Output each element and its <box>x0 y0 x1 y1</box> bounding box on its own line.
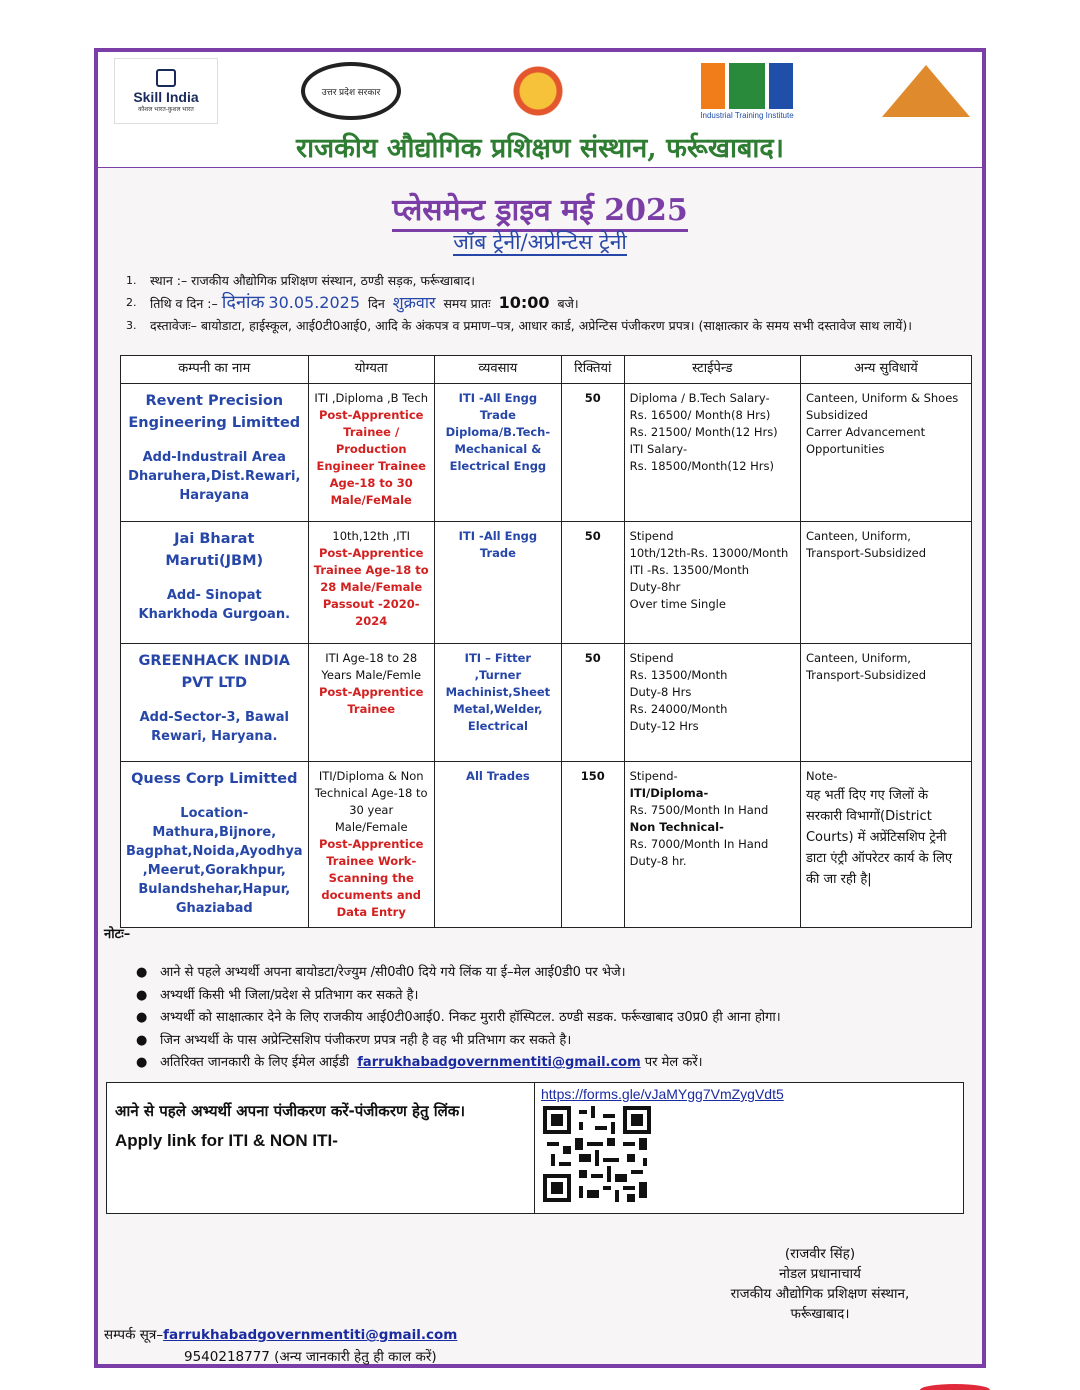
header-frame <box>94 48 986 170</box>
company-name: Jai Bharat Maruti(JBM) <box>165 531 264 569</box>
stipend-line: Rs. 7000/Month In Hand <box>629 837 769 851</box>
vacancies: 50 <box>584 651 601 665</box>
contact-label: सम्पर्क सूत्र– <box>104 1327 164 1343</box>
stipend-line: ITI Salary- <box>629 442 688 456</box>
apply-hindi: आने से पहले अभ्यर्थी अपना पंजीकरण करें-पंजीकरण हेतु लिंक। <box>115 1102 466 1120</box>
stipend-line: Stipend <box>629 651 674 665</box>
skill-india-icon <box>156 69 176 87</box>
stipend-line: Rs. 18500/Month(12 Hrs) <box>629 459 775 473</box>
stipend-line: Duty-12 Hrs <box>629 719 699 733</box>
table-row <box>121 384 972 522</box>
apply-form-link[interactable]: https://forms.gle/vJaMYgg7VmZygVdt5 <box>541 1086 784 1102</box>
company-name: Revent Precision Engineering Limitted <box>128 393 301 431</box>
qualification: ITI Age-18 to 28 Years Male/Femle <box>321 651 422 682</box>
up-emblem-logo <box>296 58 406 124</box>
col-trade: व्यवसाय <box>434 356 561 384</box>
signatory-city: फर्रूखाबाद। <box>790 1306 850 1322</box>
contact-line <box>104 1325 457 1343</box>
signature-block <box>700 1244 940 1324</box>
stipend-line: Rs. 16500/ Month(8 Hrs) <box>629 408 771 422</box>
email-link[interactable]: farrukhabadgovernmentiti@gmail.com <box>357 1055 641 1070</box>
kaushal-logo <box>488 58 588 124</box>
stipend-line: Stipend- <box>629 769 678 783</box>
detail-date: 2. तिथि व दिन :– दिनांक 30.05.2025 दिन शुक्रवार समय प्रातः 10:00 बजे। <box>126 292 579 313</box>
trade: All Trades <box>466 769 530 783</box>
qualification-detail: Post-Apprentice Trainee / Production Engineer Trainee Age-18 to 30 Male/FeMale <box>316 408 426 507</box>
vacancies: 150 <box>580 769 605 783</box>
signatory-institute: राजकीय औद्योगिक प्रशिक्षण संस्थान, <box>730 1286 910 1302</box>
vibhag-logo <box>876 58 976 124</box>
col-stipend: स्टाईपेन्ड <box>624 356 800 384</box>
stipend-line: Non Technical- <box>629 820 724 834</box>
iti-caption: Industrial Training Institute <box>700 110 794 120</box>
facility-line: Canteen, Uniform, Transport-Subsidized <box>805 529 927 560</box>
page-title: प्लेसमेन्ट ड्राइव मई 2025 <box>0 188 1080 229</box>
vacancies: 50 <box>584 391 601 405</box>
skill-india-tagline: कौशल भारत-कुशल भारत <box>138 107 194 113</box>
facility-note-label: Note- <box>805 769 838 783</box>
contact-email-link[interactable]: farrukhabadgovernmentiti@gmail.com <box>163 1327 458 1343</box>
stipend-line: Rs. 24000/Month <box>629 702 728 716</box>
list-item: ● जिन अभ्यर्थी के पास अप्रेन्टिसशिप पंजीकरण प्रपत्र नही है वह भी प्रतिभाग कर सकते है। <box>136 1032 572 1048</box>
facility-line: Canteen, Uniform & Shoes Subsidized <box>805 391 959 422</box>
qualification-detail: Post-Apprentice Trainee Age-18 to 28 Male/Female Passout -2020-2024 <box>313 546 429 628</box>
stipend-line: ITI -Rs. 13500/Month <box>629 563 750 577</box>
apply-instructions <box>107 1083 535 1213</box>
facility-line: Canteen, Uniform, Transport-Subsidized <box>805 651 927 682</box>
logo-strip <box>108 58 974 126</box>
company-address: Add-Sector-3, Bawal Rewari, Haryana. <box>139 710 289 744</box>
table-row <box>121 762 972 928</box>
list-item: ● आने से पहले अभ्यर्थी अपना बायोडटा/रेज्युम /सी0वी0 दिये गये लिंक या ई–मेल आई0डी0 पर भेजे। <box>136 965 626 980</box>
trade: ITI – Fitter ,Turner Machinist,Sheet Metal,Welder, Electrical <box>445 651 551 733</box>
corner-decoration <box>920 1384 990 1390</box>
apply-link-area <box>535 1083 963 1213</box>
company-name: Quess Corp Limitted <box>131 771 298 787</box>
stipend-line: Duty-8 hr. <box>629 854 687 868</box>
qualification: ITI/Diploma & Non Technical Age-18 to 30 year Male/Female <box>314 769 428 834</box>
company-name: GREENHACK INDIA PVT LTD <box>138 653 291 691</box>
detail-documents: 3. दस्तावेजः– बायोडाटा, हाईस्कूल, आई0टी0आई0, आदि के अंकपत्र व प्रमाण–पत्र, आधार कार्ड, अप्रेन्टिस पंजीकरण प्रपत्र। (साक्षात्कार के समय सभी दस्तावेज साथ लायें)। <box>126 318 912 333</box>
stipend-line: Over time Single <box>629 597 726 611</box>
qualification: 10th,12th ,ITI <box>332 529 411 543</box>
page-subtitle: जॉब ट्रेनी/अप्रेन्टिस ट्रेनी <box>453 230 627 254</box>
stipend-line: Rs. 21500/ Month(12 Hrs) <box>629 425 778 439</box>
vacancies: 50 <box>584 529 601 543</box>
kaushal-emblem-icon <box>503 63 573 119</box>
stipend-line: Rs. 7500/Month In Hand <box>629 803 769 817</box>
iti-logo <box>686 58 808 124</box>
col-facilities: अन्य सुविधायें <box>800 356 971 384</box>
stipend-line: Duty-8hr <box>629 580 681 594</box>
up-emblem-text: उत्तर प्रदेश सरकार <box>321 86 381 97</box>
stipend-line: Diploma / B.Tech Salary- <box>629 391 770 405</box>
skill-india-text: Skill India <box>133 89 199 105</box>
company-address: Add-Industrail Area Dharuhera,Dist.Rewari, Harayana <box>128 450 301 503</box>
stipend-line: ITI/Diploma- <box>629 786 709 800</box>
stipend-line: Duty-8 Hrs <box>629 685 692 699</box>
signatory-designation: नोडल प्रधानाचार्य <box>778 1266 862 1282</box>
col-company: कम्पनी का नाम <box>121 356 309 384</box>
note-label: नोटः– <box>104 927 131 942</box>
col-qualification: योग्यता <box>308 356 434 384</box>
company-address: Location- Mathura,Bijnore, Bagphat,Noida,Ayodhya ,Meerut,Gorakhpur, Bulandshehar,Hapur, Ghaziabad <box>126 806 303 916</box>
qualification-detail: Post-Apprentice Trainee <box>318 685 424 716</box>
stipend-line: 10th/12th-Rs. 13000/Month <box>629 546 789 560</box>
company-address: Add- Sinopat Kharkhoda Gurgoan. <box>138 588 291 622</box>
detail-location: 1. स्थान :– राजकीय औद्योगिक प्रशिक्षण संस्थान, ठण्डी सड़क, फर्रूखाबाद। <box>126 273 475 288</box>
skill-india-logo <box>114 58 218 124</box>
details-list <box>126 272 980 339</box>
stipend-line: Rs. 13500/Month <box>629 668 728 682</box>
facility-line: Carrer Advancement Opportunities <box>805 425 926 456</box>
apply-box <box>106 1082 964 1214</box>
institute-name: राजकीय औद्योगिक प्रशिक्षण संस्थान, फर्रूखाबाद। <box>296 133 784 164</box>
list-item: ● अतिरिक्त जानकारी के लिए ईमेल आईडी farrukhabadgovernmentiti@gmail.com पर मेल करें। <box>136 1055 703 1070</box>
trade: ITI -All Engg Trade <box>458 529 538 560</box>
qualification-detail: Post-Apprentice Trainee Work-Scanning the documents and Data Entry <box>318 837 424 919</box>
list-item: ● अभ्यर्थी किसी भी जिला/प्रदेश से प्रतिभाग कर सकते है। <box>136 987 419 1003</box>
table-row <box>121 522 972 644</box>
apply-english: Apply link for ITI & NON ITI- <box>115 1131 338 1150</box>
qr-code-icon[interactable] <box>543 1106 651 1202</box>
stipend-line: Stipend <box>629 529 674 543</box>
trade: ITI -All Engg Trade Diploma/B.Tech- Mechanical & Electrical Engg <box>445 391 551 473</box>
list-item: ● अभ्यर्थी को साक्षात्कार देने के लिए राजकीय आई0टी0आई0. निकट मुरारी हॉस्पिटल. ठण्डी सडक. फर्रूखाबाद उ0प्र0 ही आना होगा। <box>136 1010 781 1025</box>
contact-phone: 9540218777 (अन्य जानकारी हेतु ही काल करें) <box>184 1349 437 1365</box>
vibhag-triangle-icon <box>882 65 970 117</box>
col-vacancies: रिक्तियां <box>561 356 624 384</box>
facility-note-text: यह भर्ती दिए गए जिलों के सरकारी विभागों(District Courts) में अप्रेंटिसशिप ट्रेनी डाटा एंट्री ऑपरेटर कार्य के लिए की जा रही है| <box>805 788 953 887</box>
signatory-name: (राजवीर सिंह) <box>784 1246 856 1262</box>
table-row <box>121 644 972 762</box>
jobs-table <box>120 355 972 928</box>
table-header-row <box>121 356 972 384</box>
notes-list <box>136 962 966 1075</box>
qualification: ITI ,Diploma ,B Tech <box>314 391 428 405</box>
